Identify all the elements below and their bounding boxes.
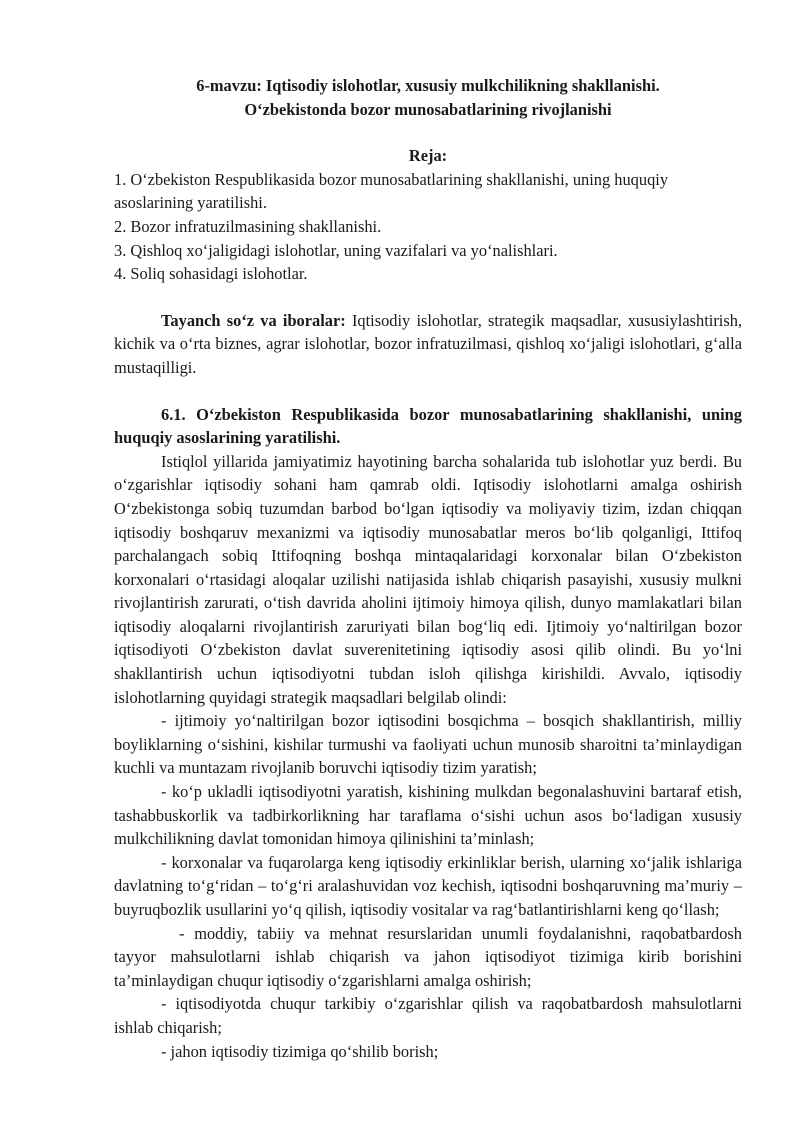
plan-item-2: 2. Bozor infratuzilmasining shakllanishi.: [114, 216, 382, 236]
section-heading: 6.1. O‘zbekiston Respublikasida bozor munosabatlarining shakllanishi, uning huquqiy asoslarining yaratilishi.: [114, 404, 742, 448]
plan-item-1: 1. O‘zbekiston Respublikasida bozor munosabatlarining shakllanishi, uning huquqiy asoslarining yaratilishi.: [114, 169, 669, 213]
goal-item-2: - ko‘p ukladli iqtisodiyotni yaratish, kishining mulkdan begonalashuvini bartaraf etish, tashabbuskorlik va tadbirkorlikning har taraflama o‘sishi uchun asos bo‘ladigan xususiy mulkchilikning davlat tomonidan himoya qilinishini ta’minlash;: [114, 782, 742, 849]
page-title: [114, 74, 742, 121]
spacer: [114, 380, 742, 403]
title-line-2: O‘zbekistonda bozor munosabatlarining rivojlanishi: [244, 99, 612, 119]
plan-item-3: 3. Qishloq xo‘jaligidagi islohotlar, uning vazifalari va yo‘nalishlari.: [114, 240, 558, 260]
spacer: [114, 121, 742, 144]
goal-item-1: - ijtimoiy yo‘naltirilgan bozor iqtisodini bosqichma – bosqich shakllantirish, milliy boyliklarning o‘sishini, kishilar turmushi va faoliyati uchun munosib sharoitni ta’minlaydigan kuchli va muntazam rivojlanib boruvchi iqtisodiy tizim yaratish;: [114, 711, 742, 778]
plan-item-4: 4. Soliq sohasidagi islohotlar.: [114, 264, 308, 284]
goal-item-6: - jahon iqtisodiy tizimiga qo‘shilib borish;: [161, 1041, 439, 1061]
goal-item-5: - iqtisodiyotda chuqur tarkibiy o‘zgarishlar qilish va raqobatbardosh mahsulotlarni ishlab chiqarish;: [114, 994, 742, 1037]
intro-paragraph: Istiqlol yillarida jamiyatimiz hayotining barcha sohalarida tub islohotlar yuz berdi. Bu o‘zgarishlar iqtisodiy sohani ham qamrab oldi. Iqtisodiy islohotlarni amalga oshirish O‘zbekistonga sobiq tuzumdan barbod bo‘lgan iqtisodiy va moliyaviy tizim, izdan chiqqan iqtisodiy boshqaruv mexanizmi va iqtisodiy munosabatlar meros bo‘lib qolganligi, Ittifoq parchalangach sobiq Ittifoqning boshqa mintaqalaridagi korxonalar bilan O‘zbekiston korxonalari o‘rtasidagi aloqalar uzilishi natijasida ishlab chiqarish pasayishi, xususiy mulkni rivojlantirish zarurati, o‘tish davrida aholini ijtimoiy himoya qilish, dunyo mamlakatlari bilan iqtisodiy aloqalarni rivojlantirish zaruriyati bilan bog‘liq edi. Ijtimoiy yo‘naltirilgan bozor iqtisodiyoti O‘zbekiston davlat suverenitetining iqtisodiy asosi qilib olindi. Bu yo‘lni shakllantirish uchun iqtisodiyotni tubdan isloh qilishga kirishildi. Avvalo, iqtisodiy islohotlarning quyidagi strategik maqsadlari belgilab olindi:: [114, 451, 742, 707]
plan-heading: Reja:: [408, 146, 448, 166]
document-page: [114, 74, 742, 1063]
title-line-1: 6-mavzu: Iqtisodiy islohotlar, xususiy mulkchilikning shakllanishi.: [196, 76, 660, 95]
keywords-label: Tayanch so‘z va iboralar:: [161, 310, 346, 330]
goal-item-3: - korxonalar va fuqarolarga keng iqtisodiy erkinliklar berish, ularning xo‘jalik ishlariga davlatning to‘g‘ridan – to‘g‘ri aralashuvidan voz kechish, iqtisodni boshqaruvning ma’muriy – buyruqbozlik usullarini yo‘q qilish, iqtisodiy vositalar va rag‘batlantirishlarni keng qo‘llash;: [114, 852, 742, 919]
plan-list: [114, 168, 742, 286]
goal-item-4: - moddiy, tabiiy va mehnat resurslaridan unumli foydalanishni, raqobatbardosh tayyor mahsulotlarni ishlab chiqarish va jahon iqtisodiyot tizimiga kirib borishini ta’minlaydigan chuqur iqtisodiy o‘zgarishlarni amalga oshirish;: [114, 923, 742, 990]
spacer: [114, 286, 742, 309]
keywords-paragraph: [114, 309, 742, 380]
keywords-text: Iqtisodiy islohotlar, strategik maqsadlar, xususiylashtirish, kichik va o‘rta biznes, agrar islohotlar, bozor infratuzilmasi, qishloq xo‘jaligi islohotlari, g‘alla mustaqilligi.: [114, 310, 742, 377]
